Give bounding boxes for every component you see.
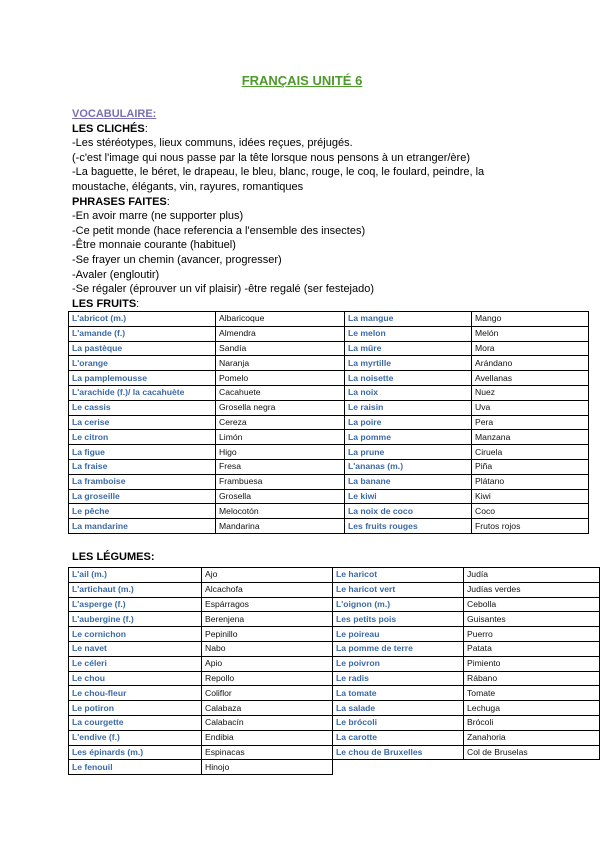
spanish-translation-cell: Rábano — [464, 671, 600, 686]
french-term-cell: La poire — [345, 415, 472, 430]
fruits-heading: LES FRUITS — [72, 297, 137, 310]
fruits-table-row — [69, 519, 589, 534]
french-term-cell: L'ail (m.) — [69, 568, 202, 583]
fruits-table-row — [69, 445, 589, 460]
phrases-line: -Se frayer un chemin (avancer, progresser) — [72, 253, 282, 266]
french-term-cell: La mangue — [345, 312, 472, 327]
french-term-cell: L'asperge (f.) — [69, 597, 202, 612]
spanish-translation-cell: Espinacas — [202, 745, 333, 760]
spanish-translation-cell: Coco — [472, 504, 589, 519]
french-term-cell: Le radis — [333, 671, 464, 686]
french-term-cell: Le potiron — [69, 701, 202, 716]
legumes-heading: LES LÉGUMES — [72, 551, 151, 563]
fruits-table-row — [69, 326, 589, 341]
legumes-table-row — [69, 656, 600, 671]
phrases-heading: PHRASES FAITES — [72, 195, 167, 208]
spanish-translation-cell: Espárragos — [202, 597, 333, 612]
fruits-table-row — [69, 504, 589, 519]
legumes-table-row — [69, 745, 600, 760]
fruits-table-row — [69, 385, 589, 400]
spanish-translation-cell: Tomate — [464, 686, 600, 701]
spanish-translation-cell: Coliflor — [202, 686, 333, 701]
fruits-table-row — [69, 489, 589, 504]
spanish-translation-cell: Cacahuete — [216, 385, 345, 400]
spanish-translation-cell: Lechuga — [464, 701, 600, 716]
spanish-translation-cell: Calabacín — [202, 715, 333, 730]
spanish-translation-cell: Berenjena — [202, 612, 333, 627]
spanish-translation-cell: Nabo — [202, 641, 333, 656]
french-term-cell: La prune — [345, 445, 472, 460]
spanish-translation-cell: Mora — [472, 341, 589, 356]
french-term-cell: L'amande (f.) — [69, 326, 216, 341]
fruits-table-row — [69, 415, 589, 430]
fruits-table-row — [69, 474, 589, 489]
cliches-line: (-c'est l'image qui nous passe par la tête lorsque nous pensons à un etranger/ère) — [72, 151, 470, 164]
french-term-cell: La noisette — [345, 371, 472, 386]
spanish-translation-cell: Avellanas — [472, 371, 589, 386]
french-term-cell: La mûre — [345, 341, 472, 356]
spanish-translation-cell: Melón — [472, 326, 589, 341]
french-term-cell: Les petits pois — [333, 612, 464, 627]
cliches-line: moustache, élégants, vin, rayures, romantiques — [72, 180, 304, 193]
phrases-line: -Ce petit monde (hace referencia a l'ensemble des insectes) — [72, 224, 366, 237]
cliches-heading-line: LES CLICHÉS: — [72, 122, 148, 135]
spanish-translation-cell: Pimiento — [464, 656, 600, 671]
legumes-table-row — [69, 701, 600, 716]
phrases-heading-line: PHRASES FAITES: — [72, 195, 170, 208]
spanish-translation-cell: Frambuesa — [216, 474, 345, 489]
spanish-translation-cell: Albaricoque — [216, 312, 345, 327]
spanish-translation-cell: Patata — [464, 641, 600, 656]
french-term-cell: La banane — [345, 474, 472, 489]
spanish-translation-cell: Grosella — [216, 489, 345, 504]
french-term-cell: La fraise — [69, 459, 216, 474]
phrases-line: -En avoir marre (ne supporter plus) — [72, 210, 244, 223]
spanish-translation-cell: Brócoli — [464, 715, 600, 730]
spanish-translation-cell: Naranja — [216, 356, 345, 371]
spanish-translation-cell: Melocotón — [216, 504, 345, 519]
legumes-table-row — [69, 715, 600, 730]
french-term-cell: La framboise — [69, 474, 216, 489]
french-term-cell: L'oignon (m.) — [333, 597, 464, 612]
french-term-cell: Le pêche — [69, 504, 216, 519]
fruits-table-row — [69, 312, 589, 327]
french-term-cell: Le navet — [69, 641, 202, 656]
spanish-translation-cell: Guisantes — [464, 612, 600, 627]
french-term-cell: Le kiwi — [345, 489, 472, 504]
spanish-translation-cell: Nuez — [472, 385, 589, 400]
fruits-table-row — [69, 356, 589, 371]
spanish-translation-cell: Sandía — [216, 341, 345, 356]
spanish-translation-cell: Manzana — [472, 430, 589, 445]
french-term-cell: Le melon — [345, 326, 472, 341]
legumes-table-row — [69, 730, 600, 745]
spanish-translation-cell: Limón — [216, 430, 345, 445]
spanish-translation-cell: Almendra — [216, 326, 345, 341]
french-term-cell: La carotte — [333, 730, 464, 745]
french-term-cell: La pastèque — [69, 341, 216, 356]
french-term-cell: L'orange — [69, 356, 216, 371]
french-term-cell: Les fruits rouges — [345, 519, 472, 534]
vocabulary-heading: VOCABULAIRE: — [72, 108, 157, 120]
french-term-cell: La salade — [333, 701, 464, 716]
fruits-table-row — [69, 430, 589, 445]
cliches-line: -Les stéréotypes, lieux communs, idées reçues, préjugés. — [72, 137, 353, 150]
spanish-translation-cell: Ajo — [202, 568, 333, 583]
phrases-line: -Être monnaie courante (habituel) — [72, 239, 236, 252]
french-term-cell: L'abricot (m.) — [69, 312, 216, 327]
spanish-translation-cell: Puerro — [464, 627, 600, 642]
legumes-table-row — [69, 612, 600, 627]
french-term-cell: La noix — [345, 385, 472, 400]
french-term-cell: La cerise — [69, 415, 216, 430]
spanish-translation-cell: Judía — [464, 568, 600, 583]
spanish-translation-cell: Mandarina — [216, 519, 345, 534]
legumes-table-row — [69, 641, 600, 656]
french-term-cell: L'aubergine (f.) — [69, 612, 202, 627]
french-term-cell: La myrtille — [345, 356, 472, 371]
fruits-table-row — [69, 371, 589, 386]
french-term-cell: Le céleri — [69, 656, 202, 671]
spanish-translation-cell: Endibia — [202, 730, 333, 745]
french-term-cell: Le chou-fleur — [69, 686, 202, 701]
spanish-translation-cell — [464, 760, 600, 775]
french-term-cell: Le poireau — [333, 627, 464, 642]
french-term-cell: La figue — [69, 445, 216, 460]
cliches-heading: LES CLICHÉS — [72, 122, 145, 135]
spanish-translation-cell: Higo — [216, 445, 345, 460]
legumes-table-row — [69, 627, 600, 642]
spanish-translation-cell: Cebolla — [464, 597, 600, 612]
french-term-cell: Le haricot — [333, 568, 464, 583]
spanish-translation-cell: Arándano — [472, 356, 589, 371]
spanish-translation-cell: Judías verdes — [464, 582, 600, 597]
french-term-cell: Le raisin — [345, 400, 472, 415]
spanish-translation-cell: Pomelo — [216, 371, 345, 386]
french-term-cell: La tomate — [333, 686, 464, 701]
french-term-cell: Le cassis — [69, 400, 216, 415]
spanish-translation-cell: Zanahoria — [464, 730, 600, 745]
french-term-cell: La pomme de terre — [333, 641, 464, 656]
fruits-table-row — [69, 459, 589, 474]
legumes-table-row — [69, 568, 600, 583]
french-term-cell: La mandarine — [69, 519, 216, 534]
legumes-heading-line: LES LÉGUMES: — [72, 551, 155, 563]
legumes-table-row — [69, 671, 600, 686]
spanish-translation-cell: Uva — [472, 400, 589, 415]
french-term-cell: Le haricot vert — [333, 582, 464, 597]
spanish-translation-cell: Alcachofa — [202, 582, 333, 597]
fruits-table-row — [69, 341, 589, 356]
spanish-translation-cell: Kiwi — [472, 489, 589, 504]
french-term-cell: Le chou — [69, 671, 202, 686]
french-term-cell: La pamplemousse — [69, 371, 216, 386]
french-term-cell: L'artichaut (m.) — [69, 582, 202, 597]
french-term-cell: Le brócoli — [333, 715, 464, 730]
spanish-translation-cell: Ciruela — [472, 445, 589, 460]
spanish-translation-cell: Calabaza — [202, 701, 333, 716]
french-term-cell: Le cornichon — [69, 627, 202, 642]
legumes-table-row — [69, 582, 600, 597]
french-term-cell: Le poivron — [333, 656, 464, 671]
phrases-line: -Se régaler (éprouver un vif plaisir) -être regalé (ser festejado) — [72, 283, 375, 296]
legumes-table — [68, 567, 600, 775]
spanish-translation-cell: Repollo — [202, 671, 333, 686]
legumes-table-row — [69, 597, 600, 612]
spanish-translation-cell: Pera — [472, 415, 589, 430]
spanish-translation-cell: Plátano — [472, 474, 589, 489]
french-term-cell: L'endive (f.) — [69, 730, 202, 745]
spanish-translation-cell: Fresa — [216, 459, 345, 474]
spanish-translation-cell: Piña — [472, 459, 589, 474]
french-term-cell: Le fenouil — [69, 760, 202, 775]
french-term-cell: Le citron — [69, 430, 216, 445]
fruits-table-row — [69, 400, 589, 415]
french-term-cell — [333, 760, 464, 775]
legumes-table-row — [69, 686, 600, 701]
cliches-line: -La baguette, le béret, le drapeau, le bleu, blanc, rouge, le coq, le foulard, peindre, la — [72, 166, 485, 179]
french-term-cell: La noix de coco — [345, 504, 472, 519]
french-term-cell: Le chou de Bruxelles — [333, 745, 464, 760]
french-term-cell: L'arachide (f.)/ la cacahuète — [69, 385, 216, 400]
french-term-cell: La courgette — [69, 715, 202, 730]
spanish-translation-cell: Col de Bruselas — [464, 745, 600, 760]
french-term-cell: La pomme — [345, 430, 472, 445]
spanish-translation-cell: Hinojo — [202, 760, 333, 775]
phrases-line: -Avaler (engloutir) — [72, 268, 160, 281]
vocabulary-section — [72, 107, 572, 311]
french-term-cell: La groseille — [69, 489, 216, 504]
legumes-table-row — [69, 760, 600, 775]
french-term-cell: L'ananas (m.) — [345, 459, 472, 474]
fruits-heading-line: LES FRUITS: — [72, 297, 140, 310]
spanish-translation-cell: Mango — [472, 312, 589, 327]
spanish-translation-cell: Pepinillo — [202, 627, 333, 642]
page-title: FRANÇAIS UNITÉ 6 — [241, 73, 363, 88]
spanish-translation-cell: Cereza — [216, 415, 345, 430]
french-term-cell: Les épinards (m.) — [69, 745, 202, 760]
spanish-translation-cell: Grosella negra — [216, 400, 345, 415]
spanish-translation-cell: Frutos rojos — [472, 519, 589, 534]
spanish-translation-cell: Apio — [202, 656, 333, 671]
fruits-table — [68, 311, 589, 534]
